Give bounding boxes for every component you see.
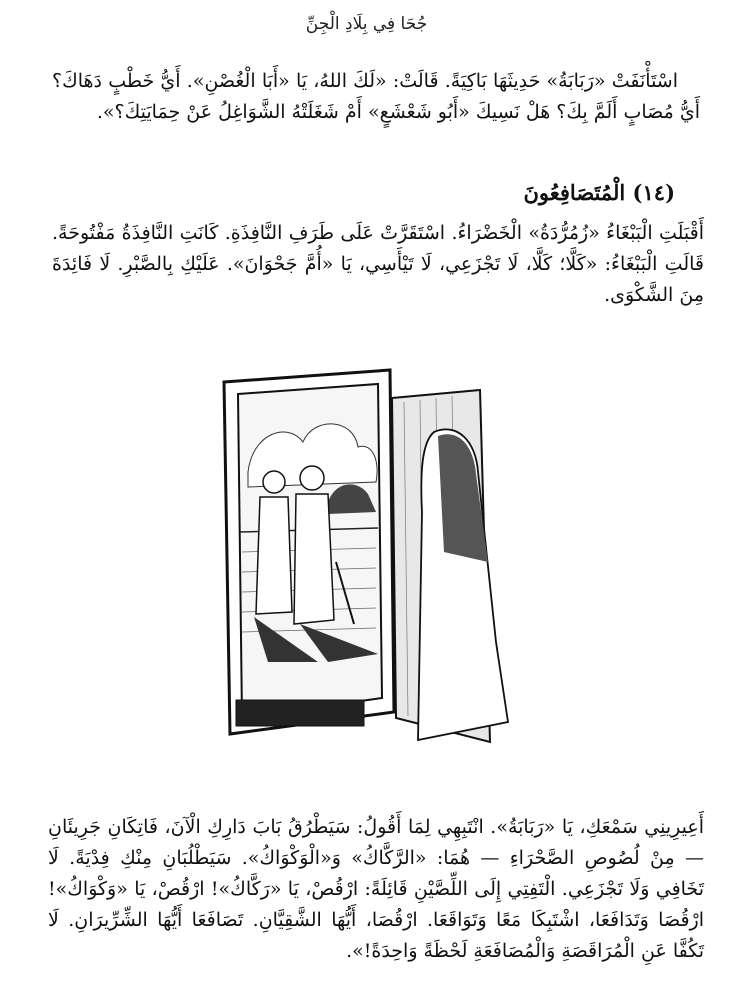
doormat bbox=[236, 700, 364, 726]
paragraph-1: اسْتَأْنَفَتْ «رَبَابَةُ» حَدِيثَهَا بَاكِيَةً. قَالَتْ: «لَكَ اللهُ، يَا «أَبَا الْغُصْنِ». أَيُّ خَطْبٍ دَهَاكَ؟ أَيُّ مُصَابٍ أَلَمَّ بِكَ؟ هَلْ نَسِيكَ «أَبُو شَعْشَعٍ» أَمْ شَغَلَتْهُ الشَّوَاغِلُ عَنْ حِمَايَتِكَ؟». bbox=[52, 70, 700, 123]
section-heading: (١٤) الْمُتَصَافِعُونَ bbox=[523, 180, 675, 205]
paragraph-2: أَقْبَلَتِ الْبَبْغَاءُ «زُمُرُّدَةُ» الْخَضْرَاءُ. اسْتَقَرَّتْ عَلَى طَرَفِ النَّافِذَةِ. كَانَتِ النَّافِذَةُ مَفْتُوحَةً. قَالَتِ الْبَبْغَاءُ: «كَلَّا؛ كَلَّا، لَا تَجْزَعِي، لَا تَيْأَسِي، يَا «أُمَّ جَحْوَانَ». عَلَيْكِ بِالصَّبْرِ. لَا فَائِدَةَ مِنَ الشَّكْوَى. bbox=[52, 222, 704, 306]
running-header: جُحَا فِي بِلَادِ الْجِنِّ bbox=[305, 14, 428, 34]
veiled-woman-figure bbox=[418, 429, 508, 740]
door-illustration bbox=[208, 362, 526, 744]
paragraph-3: أَعِيرِينِي سَمْعَكِ، يَا «رَبَابَةُ». انْتَبِهِي لِمَا أَقُولُ: سَيَطْرُقُ بَابَ دَارِكِ الْآنَ، فَاتِكَانِ جَرِيئَانِ — مِنْ لُصُوصِ الصَّحْرَاءِ — هُمَا: «الرَّكَّاكُ» وَ«الْوَكْوَاكُ». سَيَطْلُبَانِ مِنْكِ فِدْيَةً. لَا تَخَافِي وَلَا تَجْزَعِي. الْتَفِتِي إِلَى اللِّصَّيْنِ قَائِلَةً: ارْقُصْ، يَا «رَكَّاكُ»! ارْقُصْ، يَا «وَكْوَاكُ»! ارْقُصَا وَتَدَافَعَا، اشْتَبِكَا مَعًا وَتَوَاقَعَا. ارْقُصَا، أَيُّهَا الشَّقِيَّانِ. تَصَافَعَا أَيُّهَا الشِّرِّيرَانِ. لَا تَكُفَّا عَنِ الْمُرَاقَصَةِ وَالْمُصَافَعَةِ لَحْظَةً وَاحِدَةً!». bbox=[48, 816, 704, 962]
